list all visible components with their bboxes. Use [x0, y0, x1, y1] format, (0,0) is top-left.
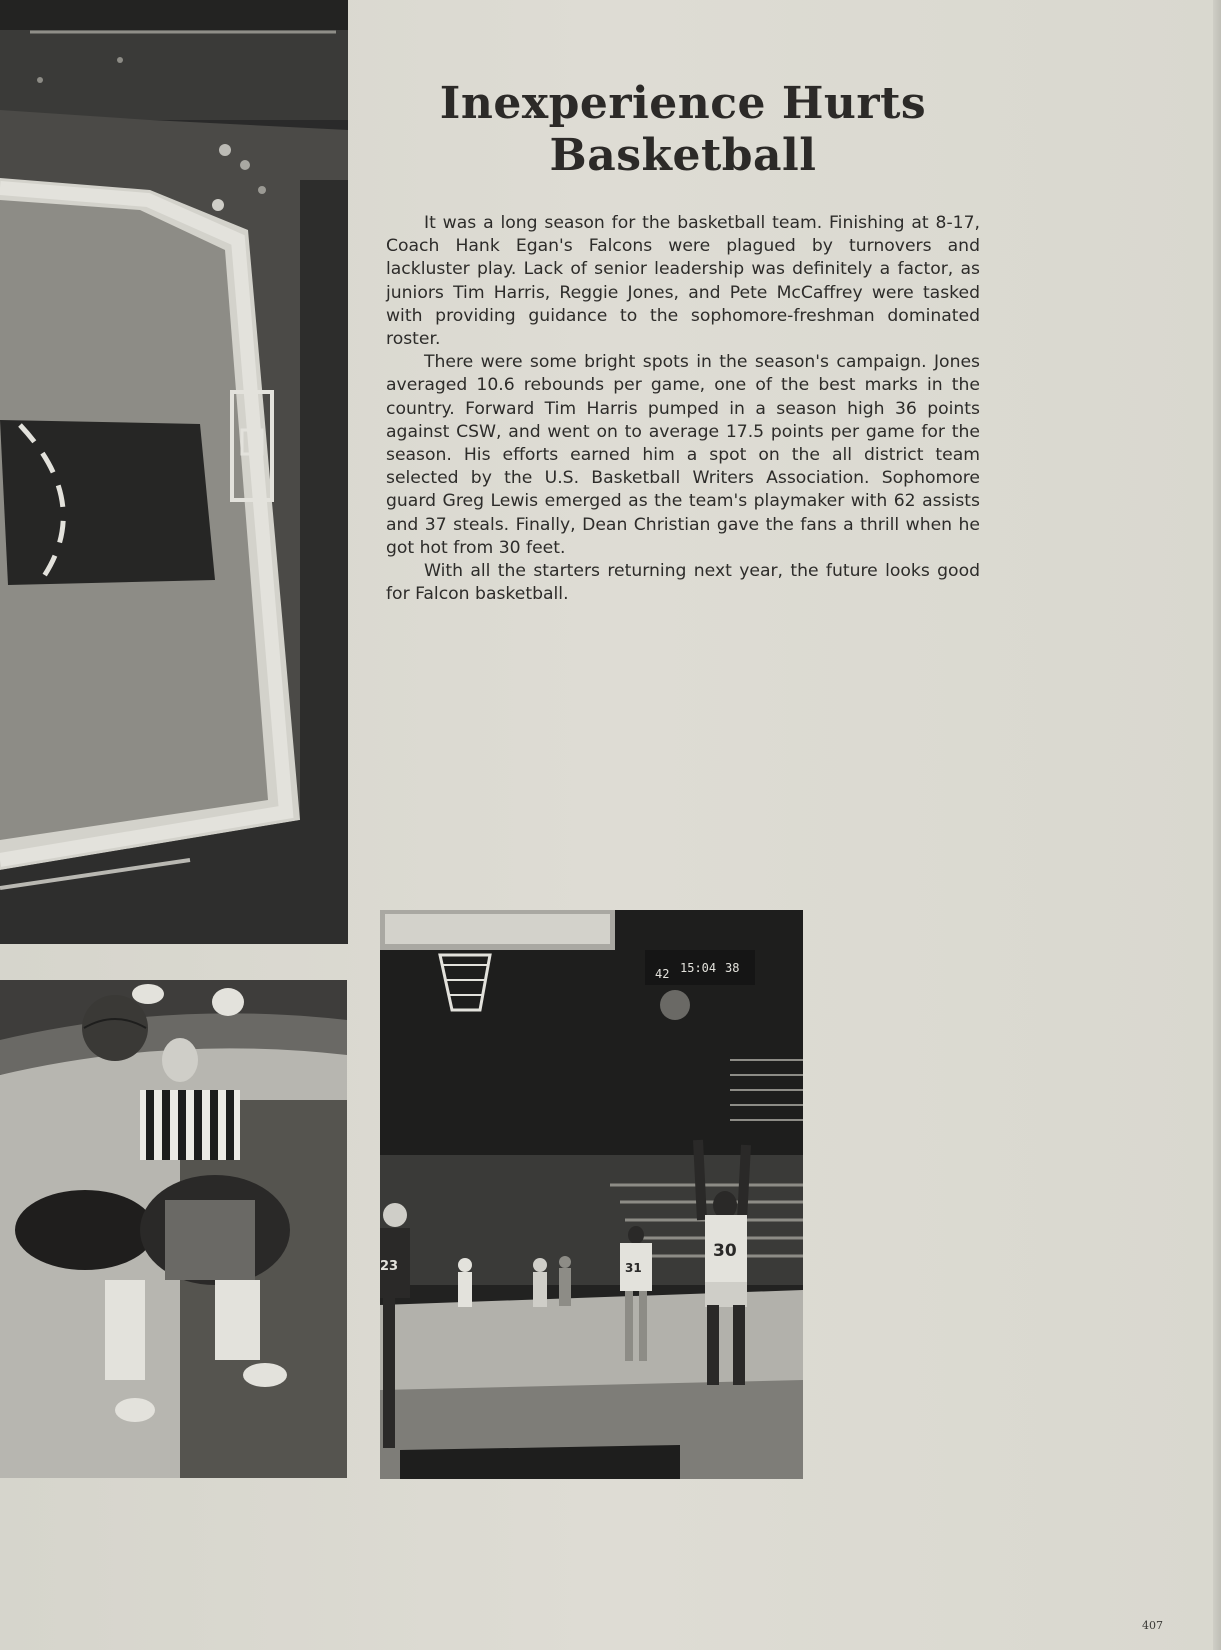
article-title-line-2: Basketball: [549, 130, 817, 181]
left-player-jersey-number: 23: [380, 1259, 399, 1274]
article-paragraph: There were some bright spots in the season's campaign. Jones averaged 10.6 rebounds per game, one of the best marks in the country. Forward Tim Harris pumped in a season high 36 points against CSW, and went on to average 17.5 points per game for the season. His efforts earned him a spot on the all district team selected by the U.S. Basketball Writers Association. Sophomore guard Greg Lewis emerged as the team's playmaker with 62 assists and 37 steals. Finally, Dean Christian gave the fans a thrill when he got hot from 30 feet.: [386, 352, 980, 558]
court-overhead-photo: [0, 0, 348, 944]
free-throw-image: [380, 910, 803, 1479]
scoreboard-clock: 15:04: [680, 961, 717, 975]
article-title: [386, 78, 980, 182]
scoreboard-away: 38: [725, 961, 740, 975]
page-number: 407: [1142, 1619, 1163, 1632]
shooter-jersey-number: 30: [713, 1241, 737, 1261]
binding-edge: [1213, 0, 1221, 1650]
article: [386, 78, 980, 606]
article-title-line-1: Inexperience Hurts: [439, 78, 927, 129]
scoreboard-home: 42: [655, 967, 670, 981]
teammate-jersey-number: 31: [625, 1261, 642, 1275]
jump-ball-photo: [0, 980, 347, 1478]
court-overhead-image: [0, 0, 348, 944]
free-throw-photo: [380, 910, 803, 1479]
article-paragraph: With all the starters returning next year, the future looks good for Falcon basketball.: [386, 561, 980, 605]
article-body: [386, 212, 980, 606]
article-paragraph: It was a long season for the basketball team. Finishing at 8-17, Coach Hank Egan's Falcons were plagued by turnovers and lackluster play. Lack of senior leadership was definitely a factor, as juniors Tim Harris, Reggie Jones, and Pete McCaffrey were tasked with providing guidance to the sophomore-freshman dominated roster.: [386, 213, 980, 350]
jump-ball-image: [0, 980, 347, 1478]
